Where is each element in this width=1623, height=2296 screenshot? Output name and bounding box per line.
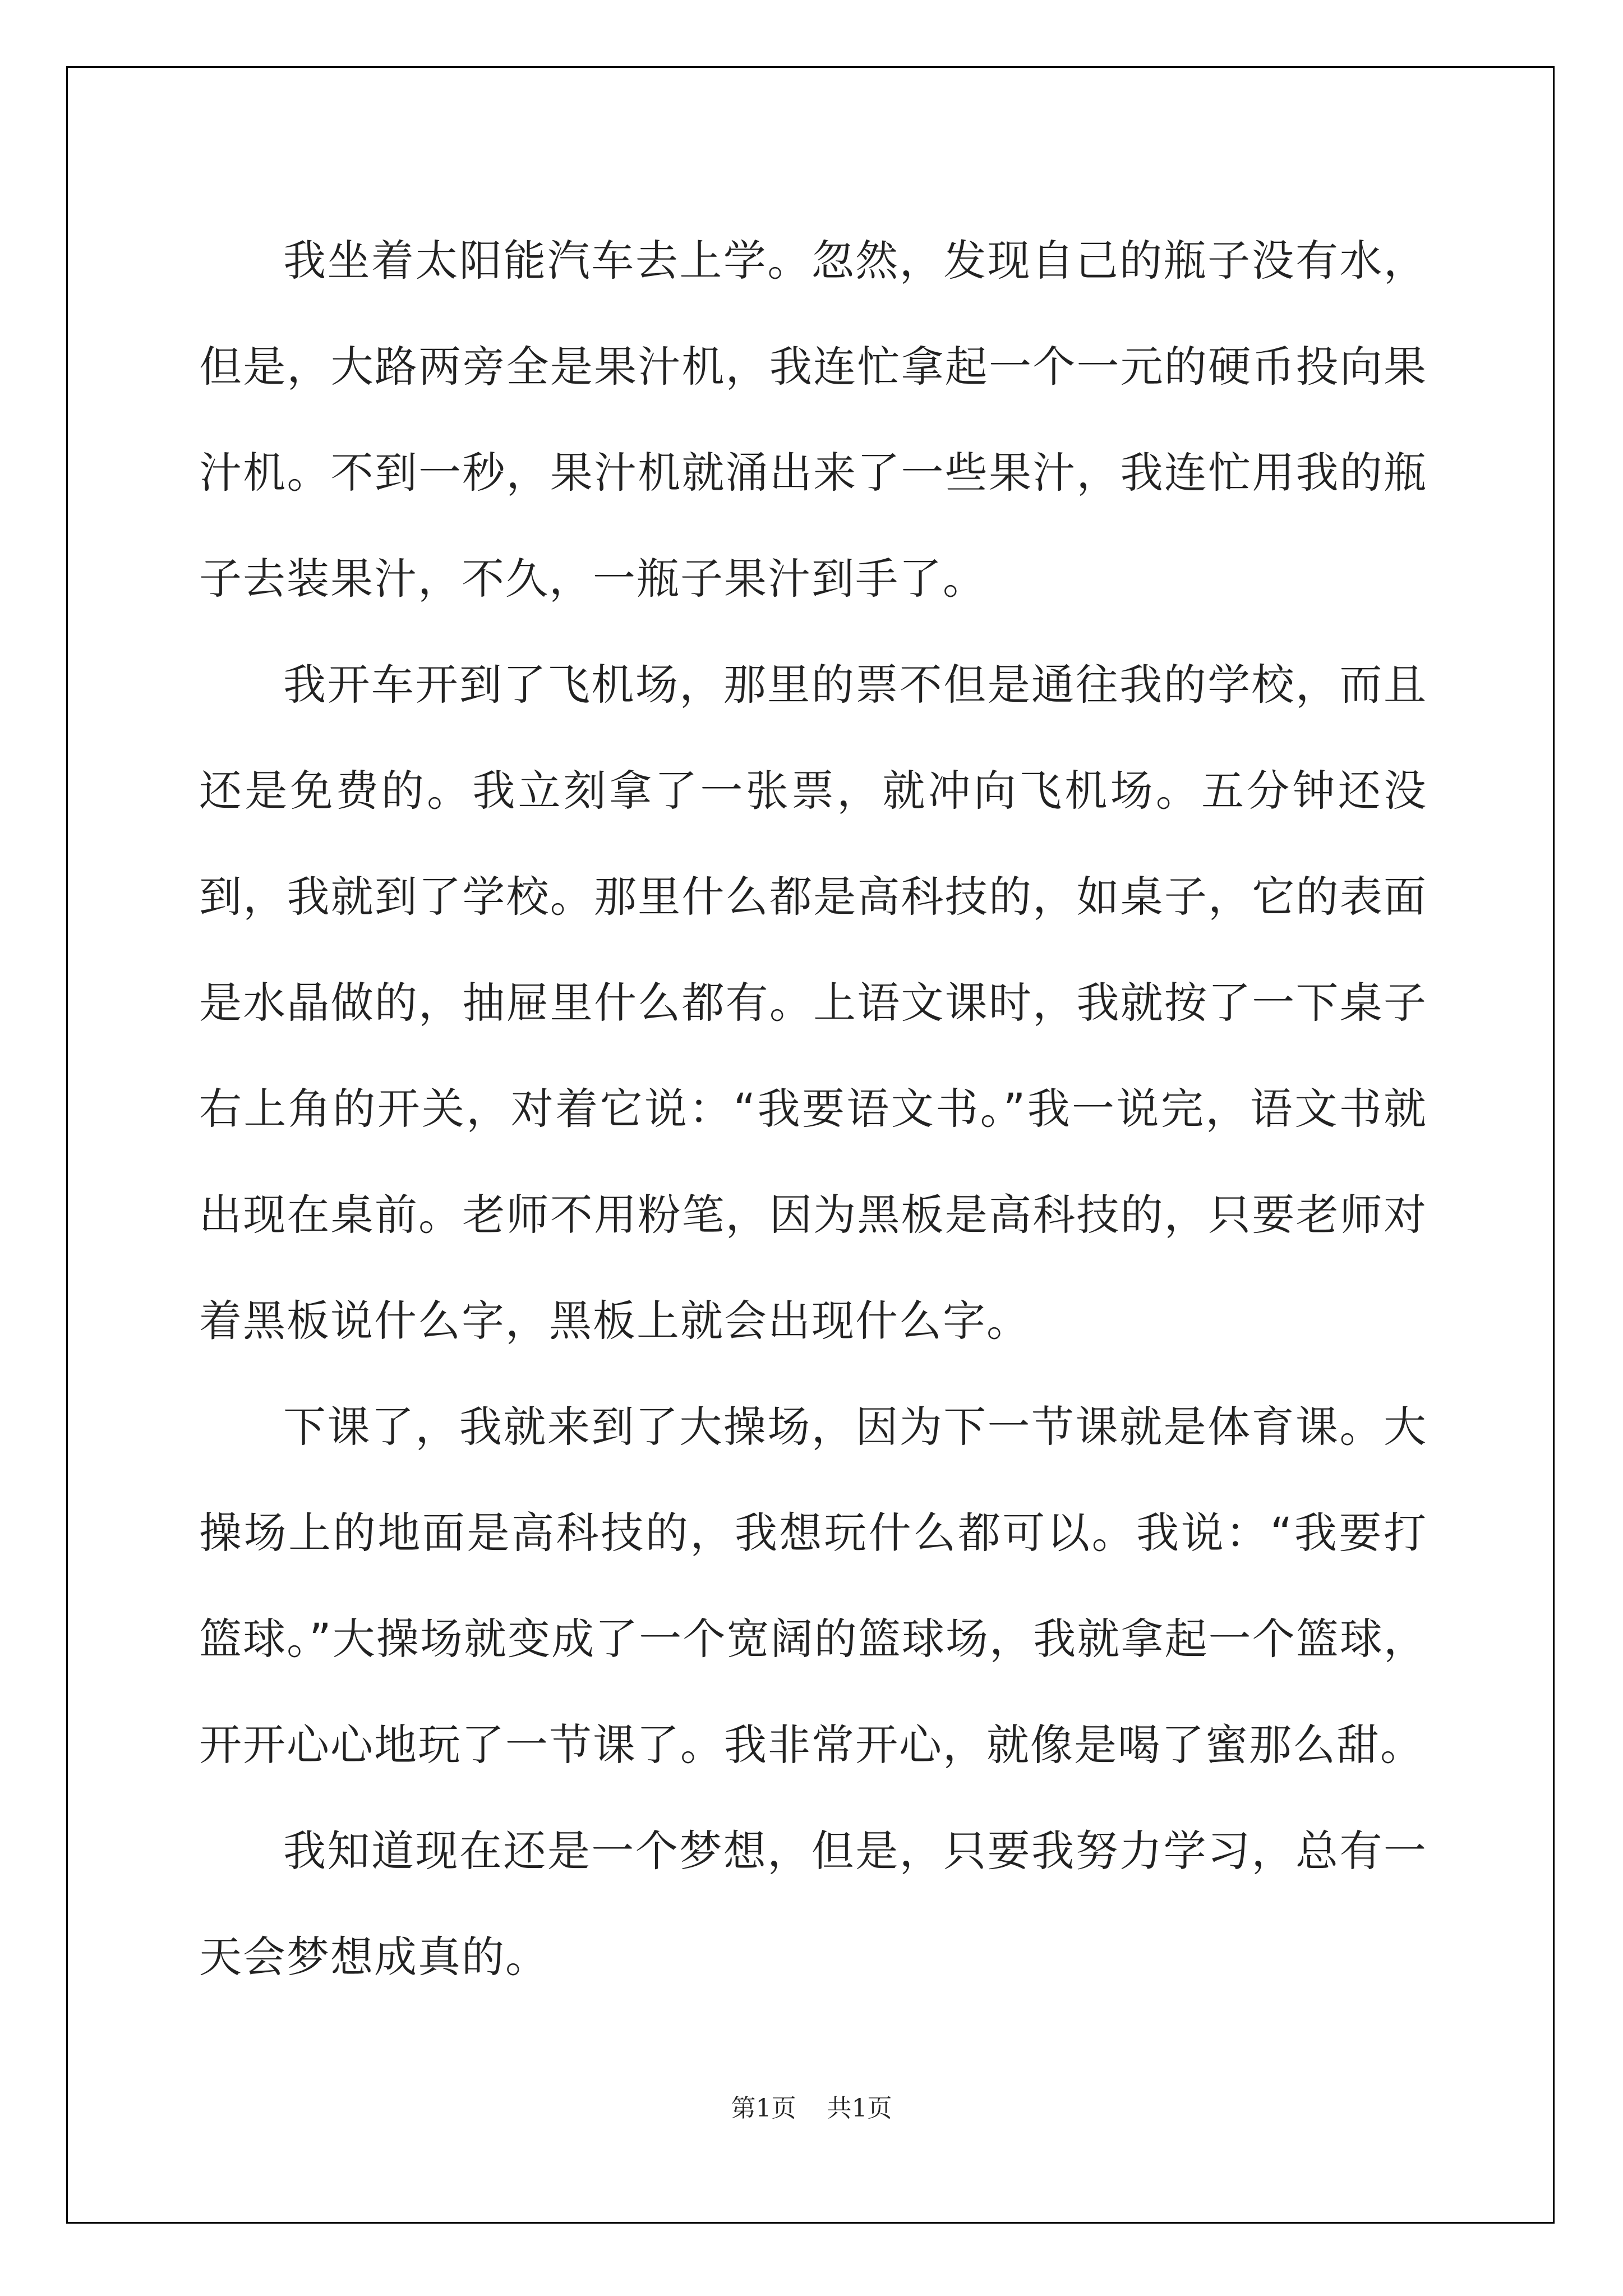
page-number-total: 共1页 — [827, 2094, 892, 2123]
page-footer — [0, 2088, 1623, 2124]
paragraph-1: 我坐着太阳能汽车去上学。忽然，发现自己的瓶子没有水，但是，大路两旁全是果汁机，我连忙拿起一个一元的硬币投向果汁机。不到一秒，果汁机就涌出来了一些果汁，我连忙用我的瓶子去装果汁，不久，一瓶子果汁到手了。 — [199, 236, 1427, 604]
document-body — [199, 208, 1427, 2010]
page-number-current: 第1页 — [731, 2094, 796, 2123]
paragraph-3: 下课了，我就来到了大操场，因为下一节课就是体育课。大操场上的地面是高科技的，我想玩什么都可以。我说：“我要打篮球。”大操场就变成了一个宽阔的篮球场，我就拿起一个篮球，开开心心地玩了一节课了。我非常开心，就像是喝了蜜那么甜。 — [199, 1402, 1427, 1770]
paragraph-4: 我知道现在还是一个梦想，但是，只要我努力学习，总有一天会梦想成真的。 — [199, 1826, 1427, 1982]
paragraph-2: 我开车开到了飞机场，那里的票不但是通往我的学校，而且还是免费的。我立刻拿了一张票，就冲向飞机场。五分钟还没到，我就到了学校。那里什么都是高科技的，如桌子，它的表面是水晶做的，抽屉里什么都有。上语文课时，我就按了一下桌子右上角的开关，对着它说：“我要语文书。”我一说完，语文书就出现在桌前。老师不用粉笔，因为黑板是高科技的，只要老师对着黑板说什么字，黑板上就会出现什么字。 — [199, 660, 1427, 1346]
